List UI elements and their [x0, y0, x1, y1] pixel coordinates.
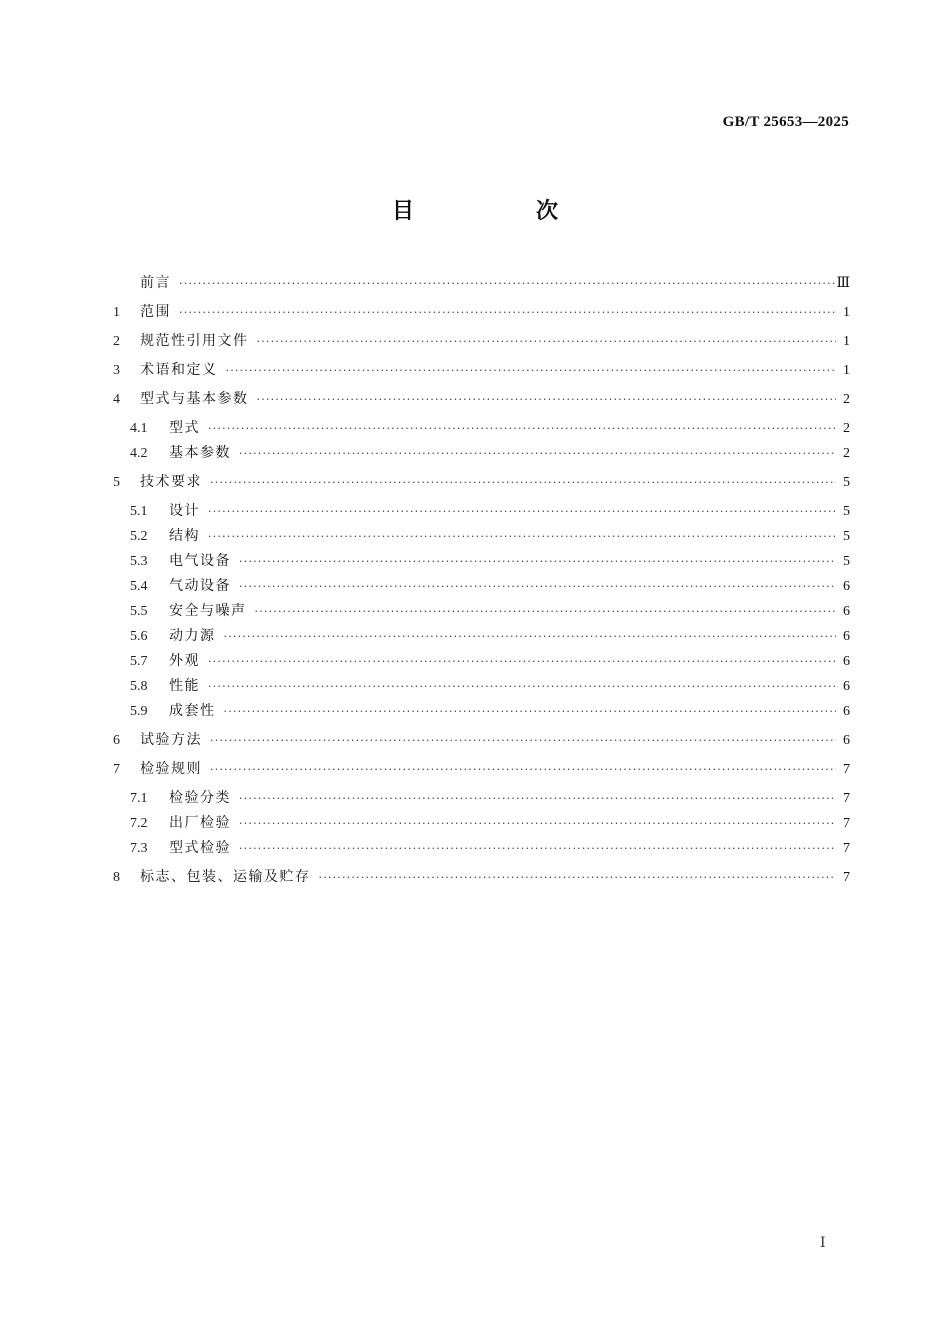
toc-entry[interactable] — [113, 865, 850, 890]
toc-entry-page: 2 — [843, 421, 850, 436]
toc-entry-page: 5 — [843, 504, 850, 519]
toc-entry-page: 6 — [843, 704, 850, 719]
toc-entry-label: 技术要求 — [140, 474, 202, 490]
toc-entry[interactable] — [113, 757, 850, 782]
toc-entry-page: 2 — [843, 392, 850, 407]
toc-entry[interactable] — [113, 271, 850, 296]
toc-entry-label: 动力源 — [169, 628, 216, 644]
toc-leader-dots — [226, 358, 837, 383]
toc-leader-dots — [224, 699, 837, 724]
toc-entry-label: 气动设备 — [169, 578, 231, 594]
toc-entry-number: 7.3 — [130, 841, 148, 856]
toc-entry-page: 6 — [843, 629, 850, 644]
toc-leader-dots — [257, 387, 837, 412]
toc-entry-number: 3 — [113, 363, 120, 378]
toc-entry[interactable] — [113, 441, 850, 466]
toc-entry-number: 5.8 — [130, 679, 148, 694]
toc-entry[interactable] — [113, 387, 850, 412]
toc-entry-page: 1 — [843, 334, 850, 349]
toc-entry-number: 5.9 — [130, 704, 148, 719]
toc-leader-dots — [224, 624, 837, 649]
toc-leader-dots — [208, 674, 836, 699]
toc-entry[interactable] — [113, 649, 850, 674]
toc-entry-label: 性能 — [169, 678, 200, 694]
toc-entry-page: 7 — [843, 816, 850, 831]
toc-entry-label: 基本参数 — [169, 445, 231, 461]
toc-leader-dots — [239, 811, 836, 836]
toc-entry-page: 1 — [843, 305, 850, 320]
toc-entry[interactable] — [113, 300, 850, 325]
toc-entry-number: 7.2 — [130, 816, 148, 831]
toc-entry-label: 术语和定义 — [140, 362, 218, 378]
toc-entry-number: 1 — [113, 305, 120, 320]
toc-entry-label: 外观 — [169, 653, 200, 669]
toc-entry-page: 6 — [843, 579, 850, 594]
toc-entry[interactable] — [113, 499, 850, 524]
toc-entry-label: 安全与噪声 — [169, 603, 247, 619]
toc-entry-label: 规范性引用文件 — [140, 333, 249, 349]
toc-entry[interactable] — [113, 470, 850, 495]
toc-entry[interactable] — [113, 524, 850, 549]
toc-entry-label: 试验方法 — [140, 732, 202, 748]
toc-entry-label: 标志、包装、运输及贮存 — [140, 869, 311, 885]
toc-entry-number: 6 — [113, 733, 120, 748]
toc-entry-page: 6 — [843, 604, 850, 619]
toc-entry-number: 7.1 — [130, 791, 148, 806]
toc-entry-number: 2 — [113, 334, 120, 349]
toc-leader-dots — [210, 757, 836, 782]
toc-entry[interactable] — [113, 599, 850, 624]
toc-entry-page: 7 — [843, 791, 850, 806]
toc-entry-page: 7 — [843, 762, 850, 777]
toc-entry-number: 7 — [113, 762, 120, 777]
footer-page-number: Ⅰ — [820, 1236, 826, 1251]
toc-entry-page: 5 — [843, 554, 850, 569]
toc-entry-label: 型式与基本参数 — [140, 391, 249, 407]
toc-entry-number: 4 — [113, 392, 120, 407]
toc-entry-page: 5 — [843, 475, 850, 490]
toc-entry-page: 6 — [843, 733, 850, 748]
toc-leader-dots — [210, 728, 836, 753]
toc-leader-dots — [208, 416, 836, 441]
toc-entry-label: 结构 — [169, 528, 200, 544]
toc-leader-dots — [179, 271, 836, 296]
toc-entry[interactable] — [113, 699, 850, 724]
toc-entry-page: 7 — [843, 841, 850, 856]
toc-entry-label: 范围 — [140, 304, 171, 320]
toc-entry[interactable] — [113, 329, 850, 354]
toc-entry-label: 型式 — [169, 420, 200, 436]
toc-entry[interactable] — [113, 549, 850, 574]
toc-entry[interactable] — [113, 674, 850, 699]
toc-entry-page: 5 — [843, 529, 850, 544]
toc-leader-dots — [239, 574, 836, 599]
table-of-contents — [113, 271, 850, 890]
toc-entry-label: 型式检验 — [169, 840, 231, 856]
toc-entry-number: 4.2 — [130, 446, 148, 461]
toc-entry-page: 6 — [843, 679, 850, 694]
toc-entry-label: 成套性 — [169, 703, 216, 719]
toc-entry-number: 8 — [113, 870, 120, 885]
toc-entry[interactable] — [113, 811, 850, 836]
toc-entry-page: 1 — [843, 363, 850, 378]
toc-entry[interactable] — [113, 728, 850, 753]
toc-entry-label: 电气设备 — [169, 553, 231, 569]
toc-leader-dots — [210, 470, 836, 495]
toc-entry-number: 5.7 — [130, 654, 148, 669]
page-title: 目 次 — [391, 199, 608, 224]
toc-entry-page: Ⅲ — [836, 276, 850, 291]
toc-leader-dots — [208, 524, 836, 549]
toc-leader-dots — [208, 649, 836, 674]
toc-entry-number: 5.4 — [130, 579, 148, 594]
toc-entry[interactable] — [113, 574, 850, 599]
toc-entry-page: 2 — [843, 446, 850, 461]
toc-entry-number: 5.1 — [130, 504, 148, 519]
toc-leader-dots — [179, 300, 836, 325]
standard-code: GB/T 25653—2025 — [722, 114, 849, 130]
toc-entry-page: 6 — [843, 654, 850, 669]
toc-entry-page: 7 — [843, 870, 850, 885]
toc-entry-number: 5.2 — [130, 529, 148, 544]
toc-leader-dots — [319, 865, 837, 890]
toc-entry-label: 检验规则 — [140, 761, 202, 777]
toc-entry-number: 5 — [113, 475, 120, 490]
toc-leader-dots — [239, 441, 836, 466]
toc-leader-dots — [239, 786, 836, 811]
toc-entry-number: 5.6 — [130, 629, 148, 644]
toc-entry-label: 检验分类 — [169, 790, 231, 806]
toc-leader-dots — [239, 549, 836, 574]
toc-entry[interactable] — [113, 786, 850, 811]
toc-entry[interactable] — [113, 836, 850, 861]
toc-entry-label: 设计 — [169, 503, 200, 519]
toc-entry-number: 5.3 — [130, 554, 148, 569]
toc-entry-number: 4.1 — [130, 421, 148, 436]
toc-entry[interactable] — [113, 624, 850, 649]
toc-entry[interactable] — [113, 358, 850, 383]
toc-leader-dots — [257, 329, 837, 354]
toc-entry[interactable] — [113, 416, 850, 441]
toc-leader-dots — [255, 599, 837, 624]
toc-leader-dots — [239, 836, 836, 861]
toc-entry-label: 前言 — [140, 275, 171, 291]
toc-entry-label: 出厂检验 — [169, 815, 231, 831]
toc-entry-number: 5.5 — [130, 604, 148, 619]
toc-leader-dots — [208, 499, 836, 524]
